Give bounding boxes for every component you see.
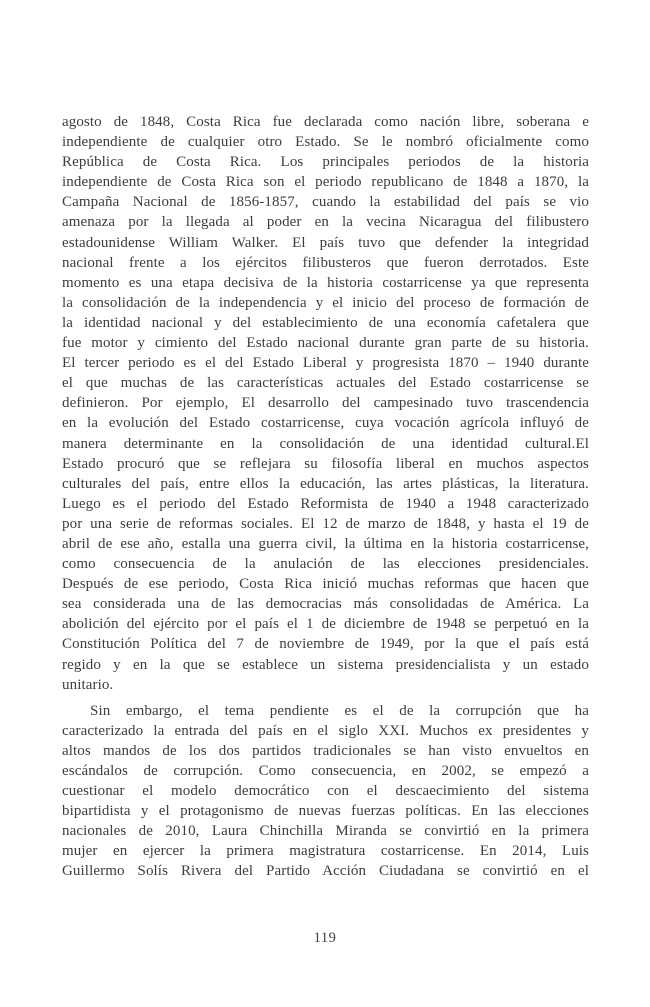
text-line: abolición del ejército por el país el 1 de diciembre de 1948 se perpetuó en la: [62, 616, 589, 633]
text-line: Luego es el periodo del Estado Reformista de 1940 a 1948 caracterizado: [62, 495, 589, 512]
text-line: bipartidista y el protagonismo de nuevas fuerzas políticas. En las elecciones: [62, 803, 589, 820]
page-number: 119: [313, 930, 337, 946]
text-line: Campaña Nacional de 1856-1857, cuando la estabilidad del país se vio: [62, 194, 589, 211]
text-line: definieron. Por ejemplo, El desarrollo del campesinado tuvo trascendencia: [62, 395, 589, 412]
text-line: República de Costa Rica. Los principales periodos de la historia: [62, 154, 589, 171]
text-line: momento es una etapa decisiva de la historia costarricense ya que representa: [62, 274, 589, 291]
text-line: abril de ese año, estalla una guerra civil, la última en la historia costarricense,: [62, 535, 589, 552]
text-line: amenaza por la llegada al poder en la vecina Nicaragua del filibustero: [62, 214, 589, 231]
text-line: unitario.: [62, 676, 114, 693]
text-line: fue motor y cimiento del Estado nacional durante gran parte de su historia.: [62, 335, 589, 352]
text-line: nacionales de 2010, Laura Chinchilla Miranda se convirtió en la primera: [62, 823, 589, 840]
text-line: la consolidación de la independencia y el inicio del proceso de formación de: [62, 294, 589, 311]
paragraph: [62, 701, 589, 882]
text-line: El tercer periodo es el del Estado Liberal y progresista 1870 – 1940 durante: [62, 355, 589, 372]
text-line: como consecuencia de la anulación de las elecciones presidenciales.: [62, 556, 589, 573]
text-line: el que muchas de las características actuales del Estado costarricense se: [62, 375, 589, 392]
text-line: nacional frente a los ejércitos filibusteros que fueron derrotados. Este: [62, 254, 589, 271]
body-text: [62, 112, 589, 882]
text-line: la identidad nacional y del establecimiento de una economía cafetalera que: [62, 314, 589, 331]
text-line: regido y en la que se establece un sistema presidencialista y un estado: [62, 656, 589, 673]
text-line: independiente de Costa Rica son el periodo republicano de 1848 a 1870, la: [62, 174, 589, 191]
text-line: agosto de 1848, Costa Rica fue declarada como nación libre, soberana e: [62, 114, 589, 130]
text-line: Guillermo Solís Rivera del Partido Acción Ciudadana se convirtió en el: [62, 863, 589, 880]
text-line: cuestionar el modelo democrático con el descaecimiento del sistema: [62, 783, 589, 800]
text-line: estadounidense William Walker. El país tuvo que defender la integridad: [62, 234, 589, 251]
text-line: independiente de cualquier otro Estado. Se le nombró oficialmente como: [62, 134, 589, 151]
text-line: sea considerada una de las democracias más consolidadas de América. La: [62, 596, 589, 613]
text-line: Después de ese periodo, Costa Rica inició muchas reformas que hacen que: [62, 576, 589, 593]
text-line: altos mandos de los dos partidos tradicionales se han visto envueltos en: [62, 742, 589, 759]
text-line: culturales del país, entre ellos la educación, las artes plásticas, la literatura.: [62, 475, 589, 492]
text-line: Constitución Política del 7 de noviembre de 1949, por la que el país está: [62, 636, 589, 653]
text-line: escándalos de corrupción. Como consecuencia, en 2002, se empezó a: [62, 763, 589, 779]
text-line: caracterizado la entrada del país en el siglo XXI. Muchos ex presidentes y: [62, 722, 589, 739]
text-line: manera determinante en la consolidación de una identidad cultural.El: [62, 435, 589, 452]
text-line: en la evolución del Estado costarricense, cuya vocación agrícola influyó de: [62, 415, 589, 432]
paragraph: [62, 112, 589, 695]
text-line: mujer en ejercer la primera magistratura costarricense. En 2014, Luis: [62, 843, 589, 860]
text-line: Estado procuró que se reflejara su filosofía liberal en muchos aspectos: [62, 455, 589, 472]
text-line: Sin embargo, el tema pendiente es el de la corrupción que ha: [90, 702, 589, 719]
text-line: por una serie de reformas sociales. El 12 de marzo de 1848, y hasta el 19 de: [62, 515, 589, 532]
